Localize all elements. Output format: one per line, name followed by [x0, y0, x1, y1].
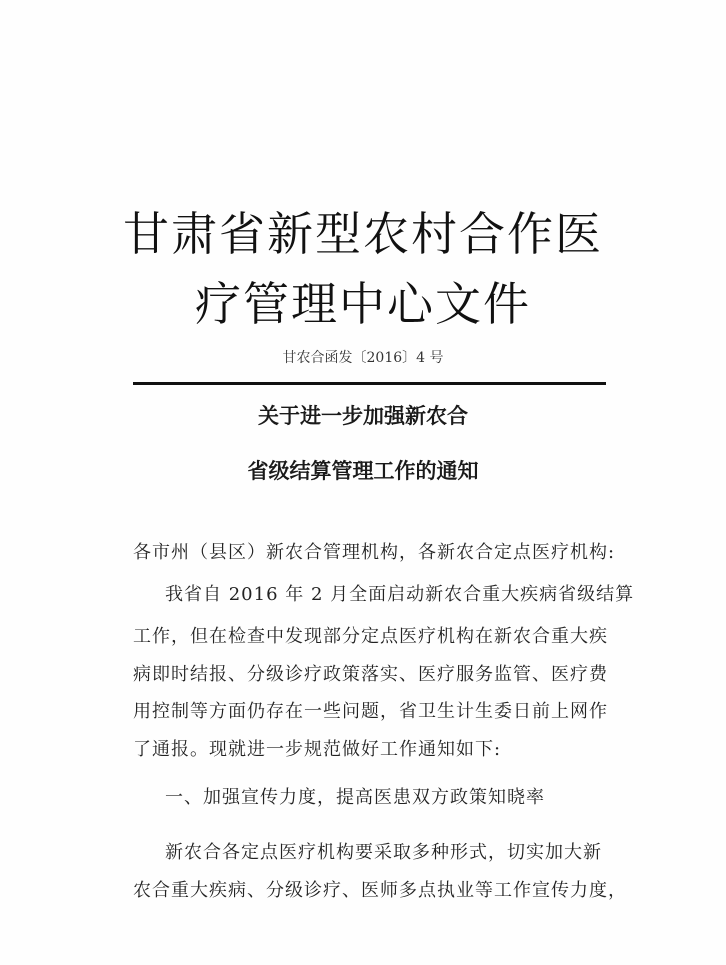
masthead-line-2: 疗管理中心文件	[195, 277, 531, 331]
header-divider	[133, 382, 606, 385]
section-1-line-1: 新农合各定点医疗机构要采取多种形式，切实加大新	[165, 842, 602, 863]
addressee: 各市州（县区）新农合管理机构，各新农合定点医疗机构:	[133, 542, 616, 563]
intro-line-1: 我省自 2016 年 2 月全面启动新农合重大疾病省级结算	[165, 584, 635, 605]
intro-line-5: 了通报。现就进一步规范做好工作通知如下:	[133, 739, 502, 760]
intro-line-3: 病即时结报、分级诊疗政策落实、医疗服务监管、医疗费	[133, 664, 608, 685]
section-1-heading: 一、加强宣传力度，提高医患双方政策知晓率	[165, 787, 545, 808]
document-title-line-1: 关于进一步加强新农合	[258, 403, 468, 428]
intro-line-4: 用控制等方面仍存在一些问题，省卫生计生委日前上网作	[133, 701, 608, 722]
section-1-line-2: 农合重大疾病、分级诊疗、医师多点执业等工作宣传力度，	[133, 880, 627, 901]
document-title-line-2: 省级结算管理工作的通知	[247, 458, 479, 483]
intro-line-2: 工作，但在检查中发现部分定点医疗机构在新农合重大疾	[133, 626, 608, 647]
masthead-line-1: 甘肃省新型农村合作医	[123, 207, 603, 261]
document-number: 甘农合函发〔2016〕4 号	[282, 350, 444, 366]
